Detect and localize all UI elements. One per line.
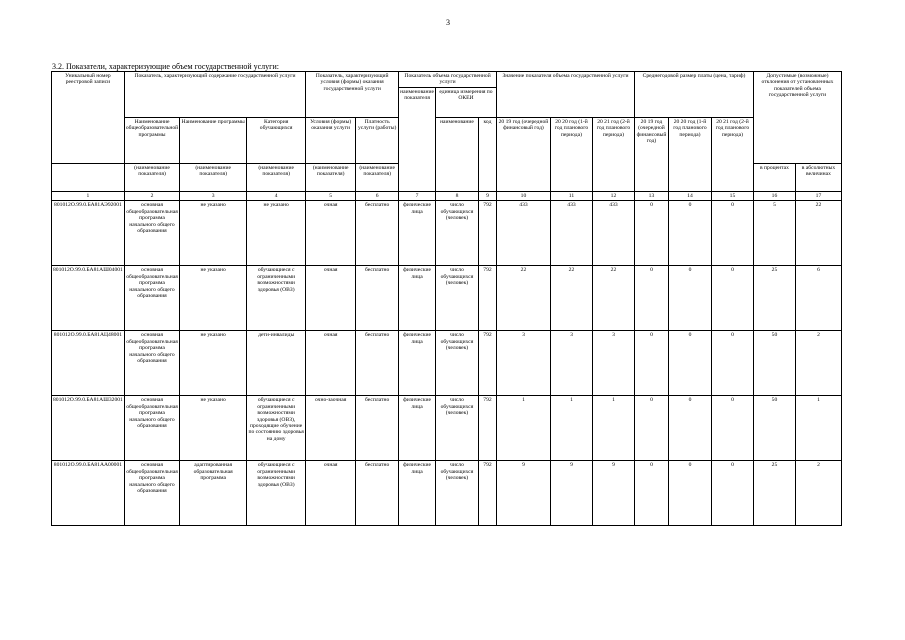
header-col15: 20 21 год (2-й год планового периода)	[711, 117, 753, 191]
column-number: 13	[634, 191, 668, 200]
fee-2020-cell: 0	[668, 461, 711, 526]
column-number: 10	[496, 191, 550, 200]
category-cell: не указано	[247, 201, 306, 266]
fee-2021-cell: 0	[711, 396, 753, 461]
deviation-absolute-cell: 2	[795, 461, 841, 526]
value-2021-cell: 9	[592, 461, 634, 526]
code-cell: 792	[478, 396, 496, 461]
header-sub5: (наименование показателя)	[306, 163, 356, 191]
deviation-percent-cell: 25	[753, 266, 795, 331]
unit-cell: число обучающихся (человек)	[435, 396, 478, 461]
header-col4: Категория обучающихся	[247, 117, 306, 163]
header-col12: 20 21 год (2-й год планового периода)	[592, 117, 634, 191]
header-okei: единица измерения по ОКЕИ	[435, 87, 496, 117]
unit-cell: число обучающихся (человек)	[435, 461, 478, 526]
header-sub6: (наименование показателя)	[356, 163, 399, 191]
deviation-absolute-cell: 1	[795, 396, 841, 461]
deviation-absolute-cell: 2	[795, 331, 841, 396]
header-sub3: (наименование показателя)	[180, 163, 247, 191]
value-2020-cell: 433	[550, 201, 592, 266]
header-col7: наименование показателя	[399, 87, 436, 191]
header-sub4: (наименование показателя)	[247, 163, 306, 191]
fee-2019-cell: 0	[634, 201, 668, 266]
column-number: 16	[753, 191, 795, 200]
column-number: 11	[550, 191, 592, 200]
page-number: 3	[446, 18, 450, 27]
program-name-cell: не указано	[180, 201, 247, 266]
header-col9: код	[478, 117, 496, 191]
table-row	[52, 266, 842, 331]
fee-cell: бесплатно	[356, 396, 399, 461]
fee-2019-cell: 0	[634, 266, 668, 331]
form-cell: очная	[306, 266, 356, 331]
category-cell: дети-инвалиды	[247, 331, 306, 396]
value-2020-cell: 22	[550, 266, 592, 331]
column-number: 2	[124, 191, 179, 200]
program-name-cell: не указано	[180, 331, 247, 396]
program-name-cell: не указано	[180, 396, 247, 461]
unit-cell: число обучающихся (человек)	[435, 201, 478, 266]
program-name-cell: не указано	[180, 266, 247, 331]
header-reg-number: Уникальный номер реестровой записи	[52, 72, 125, 164]
fee-2021-cell: 0	[711, 266, 753, 331]
category-cell: обучающиеся с ограниченными возможностями здоровья (ОВЗ)	[247, 266, 306, 331]
table-row	[52, 201, 842, 266]
reg-number-cell: 801012О.99.0.БА81АШ32001	[52, 396, 125, 461]
deviation-percent-cell: 5	[753, 201, 795, 266]
column-number: 8	[435, 191, 478, 200]
category-cell: обучающиеся с ограниченными возможностями здоровья (ОВЗ), проходящие обучение по состоянию здоровья на дому	[247, 396, 306, 461]
indicator-cell: физические лица	[399, 396, 436, 461]
fee-2021-cell: 0	[711, 201, 753, 266]
reg-number-cell: 801012О.99.0.БА81АА00001	[52, 461, 125, 526]
form-cell: очная	[306, 461, 356, 526]
column-number: 7	[399, 191, 436, 200]
indicator-cell: физические лица	[399, 266, 436, 331]
fee-cell: бесплатно	[356, 266, 399, 331]
column-number: 5	[306, 191, 356, 200]
header-col16: в процентах	[753, 163, 795, 191]
form-cell: очная	[306, 201, 356, 266]
value-2021-cell: 22	[592, 266, 634, 331]
column-number: 17	[795, 191, 841, 200]
deviation-percent-cell: 25	[753, 461, 795, 526]
category-cell: обучающиеся с ограниченными возможностями здоровья (ОВЗ)	[247, 461, 306, 526]
value-2019-cell: 22	[496, 266, 550, 331]
header-fee-group: Среднегодовой размер платы (цена, тариф)	[634, 72, 753, 118]
program-cell: основная общеобразовательная программа начального общего образования	[124, 331, 179, 396]
value-2019-cell: 433	[496, 201, 550, 266]
fee-2019-cell: 0	[634, 461, 668, 526]
header-col3: Наименование программы	[180, 117, 247, 163]
fee-2019-cell: 0	[634, 396, 668, 461]
header-col11: 20 20 год (1-й год планового периода)	[550, 117, 592, 191]
value-2019-cell: 3	[496, 331, 550, 396]
unit-cell: число обучающихся (человек)	[435, 331, 478, 396]
header-col5: Условия (формы) оказания услуги	[306, 117, 356, 163]
volume-indicators-table	[51, 71, 842, 526]
header-col8: наименование	[435, 117, 478, 191]
table-row	[52, 461, 842, 526]
value-2021-cell: 3	[592, 331, 634, 396]
column-number: 6	[356, 191, 399, 200]
program-cell: основная общеобразовательная программа начального общего образования	[124, 201, 179, 266]
deviation-absolute-cell: 22	[795, 201, 841, 266]
reg-number-cell: 801012О.99.0.БА81АЭ92001	[52, 201, 125, 266]
program-cell: основная общеобразовательная программа начального общего образования	[124, 461, 179, 526]
fee-2021-cell: 0	[711, 461, 753, 526]
reg-number-cell: 801012О.99.0.БА81АЦ48001	[52, 331, 125, 396]
fee-cell: бесплатно	[356, 331, 399, 396]
fee-2020-cell: 0	[668, 331, 711, 396]
header-volume-group: Показатель объема государственной услуги	[399, 72, 497, 88]
column-number: 9	[478, 191, 496, 200]
form-cell: очная	[306, 331, 356, 396]
fee-2020-cell: 0	[668, 201, 711, 266]
header-col17: в абсолютных величинах	[795, 163, 841, 191]
column-number: 4	[247, 191, 306, 200]
fee-2021-cell: 0	[711, 331, 753, 396]
header-col14: 20 20 год (1-й год планового периода)	[668, 117, 711, 191]
section-title: 3.2. Показатели, характеризующие объем государственной услуги:	[52, 62, 279, 71]
column-number: 15	[711, 191, 753, 200]
fee-2020-cell: 0	[668, 266, 711, 331]
indicator-cell: физические лица	[399, 331, 436, 396]
value-2020-cell: 9	[550, 461, 592, 526]
fee-2019-cell: 0	[634, 331, 668, 396]
value-2019-cell: 1	[496, 396, 550, 461]
table-row	[52, 331, 842, 396]
fee-cell: бесплатно	[356, 461, 399, 526]
header-col10: 20 19 год (очередной финансовый год)	[496, 117, 550, 191]
indicator-cell: физические лица	[399, 461, 436, 526]
header-col13: 20 19 год (очередной финансовый год)	[634, 117, 668, 191]
column-number: 14	[668, 191, 711, 200]
fee-cell: бесплатно	[356, 201, 399, 266]
value-2021-cell: 1	[592, 396, 634, 461]
indicator-cell: физические лица	[399, 201, 436, 266]
column-number: 3	[180, 191, 247, 200]
unit-cell: число обучающихся (человек)	[435, 266, 478, 331]
deviation-percent-cell: 50	[753, 331, 795, 396]
header-value-group: Значение показателя объема государственной услуги	[496, 72, 634, 118]
code-cell: 792	[478, 331, 496, 396]
header-col2: Наименование общеобразовательной программы	[124, 117, 179, 163]
column-number: 12	[592, 191, 634, 200]
program-cell: основная общеобразовательная программа начального общего образования	[124, 266, 179, 331]
value-2020-cell: 1	[550, 396, 592, 461]
code-cell: 792	[478, 201, 496, 266]
value-2021-cell: 433	[592, 201, 634, 266]
value-2019-cell: 9	[496, 461, 550, 526]
table-row	[52, 396, 842, 461]
column-number-row	[52, 191, 842, 200]
code-cell: 792	[478, 266, 496, 331]
deviation-percent-cell: 50	[753, 396, 795, 461]
column-number: 1	[52, 191, 125, 200]
header-sub2: (наименование показателя)	[124, 163, 179, 191]
header-content-group: Показатель, характеризующий содержание государственной услуги	[124, 72, 305, 118]
header-conditions-group: Показатель, характеризующий условия (формы) оказания государственной услуги	[306, 72, 399, 118]
value-2020-cell: 3	[550, 331, 592, 396]
reg-number-cell: 801012О.99.0.БА81АШ04001	[52, 266, 125, 331]
header-deviation-group: Допустимые (возможные) отклонения от установленных показателей объема государственной услуги	[753, 72, 841, 164]
program-name-cell: адаптированная образовательная программа	[180, 461, 247, 526]
code-cell: 792	[478, 461, 496, 526]
header-col6: Платность услуги (работы)	[356, 117, 399, 163]
form-cell: очно-заочная	[306, 396, 356, 461]
program-cell: основная общеобразовательная программа начального общего образования	[124, 396, 179, 461]
deviation-absolute-cell: 6	[795, 266, 841, 331]
fee-2020-cell: 0	[668, 396, 711, 461]
